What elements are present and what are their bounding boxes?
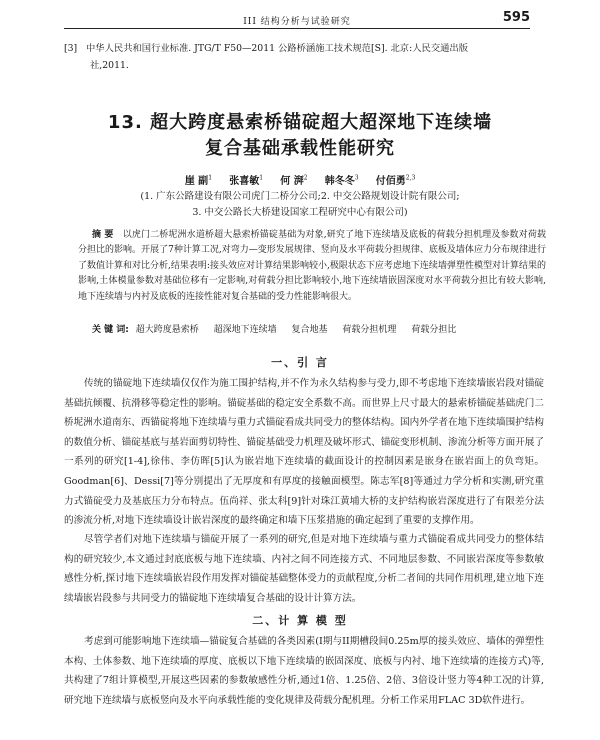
author: 崖 副$^1$ [184, 174, 213, 187]
running-header-section: III 结构分析与试验研究 [243, 17, 351, 27]
abstract-text: 以虎门二桥坭洲水道桥超大悬索桥锚碇基础为对象,研究了地下连续墙及底板的荷载分担机理及参数对荷载分担比的影响。开展了7种计算工况,对弯力—变形发展规律、竖向及水平荷载分担规律、底板及墙体应力分布规律进行了数值计算和对比分析,结果表明:接头效应对计算结果影响较小,极限状态下应考虑地下连续墙弹塑性模型对计算结果的影响,土体模量参数对基础位移有一定影响,对荷载分担比影响较小,地下连续墙嵌固深度对水平荷载分担比有较大影响,地下连续墙与内衬及底板的连接性能对复合基础的受力性能影响很大。 [78, 230, 546, 302]
affiliation-line-1: (1. 广东公路建设有限公司虎门二桥分公司;2. 中交公路规划设计院有限公司; [140, 191, 460, 202]
reference-number: [3] [64, 43, 78, 54]
author: 付佰勇$^{2,3}$ [375, 174, 416, 187]
keyword: 超大跨度悬索桥 [135, 325, 199, 335]
author: 韩冬冬$^3$ [324, 174, 359, 187]
keyword: 荷载分担比 [411, 325, 457, 335]
keyword: 超深地下连续墙 [213, 325, 277, 335]
reference-line-1 [64, 40, 536, 57]
author-list [0, 172, 600, 187]
keyword: 复合地基 [291, 325, 328, 335]
section-heading-model: 二、计 算 模 型 [252, 614, 348, 627]
reference-entry [64, 40, 536, 74]
author: 张喜敏$^1$ [229, 174, 264, 187]
paper-title-line-2: 复合基础承载性能研究 [205, 138, 395, 159]
body-paragraph: 考虑到可能影响地下连续墙—锚碇复合基础的各类因素(I期与II期槽段间0.25m厚的接头效应、墙体的弹塑性本构、土体参数、地下连续墙的厚度、底板以下地下连续墙的嵌固深度、底板与内衬、地下连续墙的连接方式)等,共构建了7组计算模型,开展这些因素的参数敏感性分析,通过1倍、1.25倍、2倍、3倍设计竖力等4种工况的计算,研究地下连续墙与底板竖向及水平向承载性能的变化规律及荷载分配机理。分析工作采用FLAC 3D软件进行。 [64, 636, 544, 706]
keywords-label: 关 键 词: [92, 325, 129, 335]
running-header [64, 10, 530, 29]
affiliation-line-2: 3. 中交公路长大桥建设国家工程研究中心有限公司) [192, 207, 408, 218]
section-heading-introduction: 一、引 言 [271, 356, 329, 369]
keywords [92, 322, 542, 335]
keyword: 荷载分担机理 [342, 325, 397, 335]
body-paragraph: 尽管学者们对地下连续墙与锚碇开展了一系列的研究,但是对地下连续墙与重力式锚碇看成共同受力的整体结构的研究较少,本文通过封底底板与地下连续墙、内衬之间不同连接方式、不同地层参数、不同嵌岩深度等参数敏感性分析,探讨地下连续墙嵌岩段作用发挥对锚碇基础整体受力的贡献程度,分析二者间的共同作用机理,建立地下连续墙嵌岩段参与共同受力的锚碇地下连续墙复合基础的设计计算方法。 [64, 534, 544, 604]
reference-line-2: 社,2011. [90, 60, 129, 71]
abstract [78, 228, 546, 305]
page-number: 595 [502, 10, 530, 25]
body-paragraph: 传统的锚碇地下连续墙仅仅作为施工围护结构,并不作为永久结构参与受力,即不考虑地下连续墙嵌岩段对锚碇基础抗倾覆、抗滑移等稳定性的影响。锚碇基础的稳定安全系数不高。而世界上尺寸最大的悬索桥锚碇基础虎门二桥坭洲水道南东、西锚碇将地下连续墙与重力式锚碇看成共同受力的整体结构。国内外学者在地下连续墙围护结构的数值分析、锚碇基底与基岩面剪切特性、锚碇基础受力机理及破坏形式、锚碇变形机制、渗流分析等方面开展了一系列的研究[1-4],徐伟、李仿晖[5]认为嵌岩地下连续墙的截面设计的控制因素是嵌身在嵌岩面上的负弯矩。Goodman[6]、Dessi[7]等分别提出了无厚度和有厚度的接触面模型。陈志军[8]等通过力学分析和实测,研究重力式锚碇受力及基底压力分布特点。伍尚祥、张太科[9]针对珠江黄埔大桥的支护结构嵌岩深度进行了有限差分法的渗流分析,对地下连续墙设计嵌岩深度的最终确定和墙下压浆措施的确定起到了重要的支撑作用。 [64, 378, 544, 527]
abstract-label: 摘 要 [92, 230, 114, 240]
reference-text: 中华人民共和国行业标准. JTG/T F50—2011 公路桥涵施工技术规范[S]. 北京:人民交通出版 [86, 43, 469, 54]
paper-title-line-1: 13. 超大跨度悬索桥锚碇超大超深地下连续墙 [107, 112, 493, 133]
author: 何 湃$^2$ [280, 174, 308, 187]
